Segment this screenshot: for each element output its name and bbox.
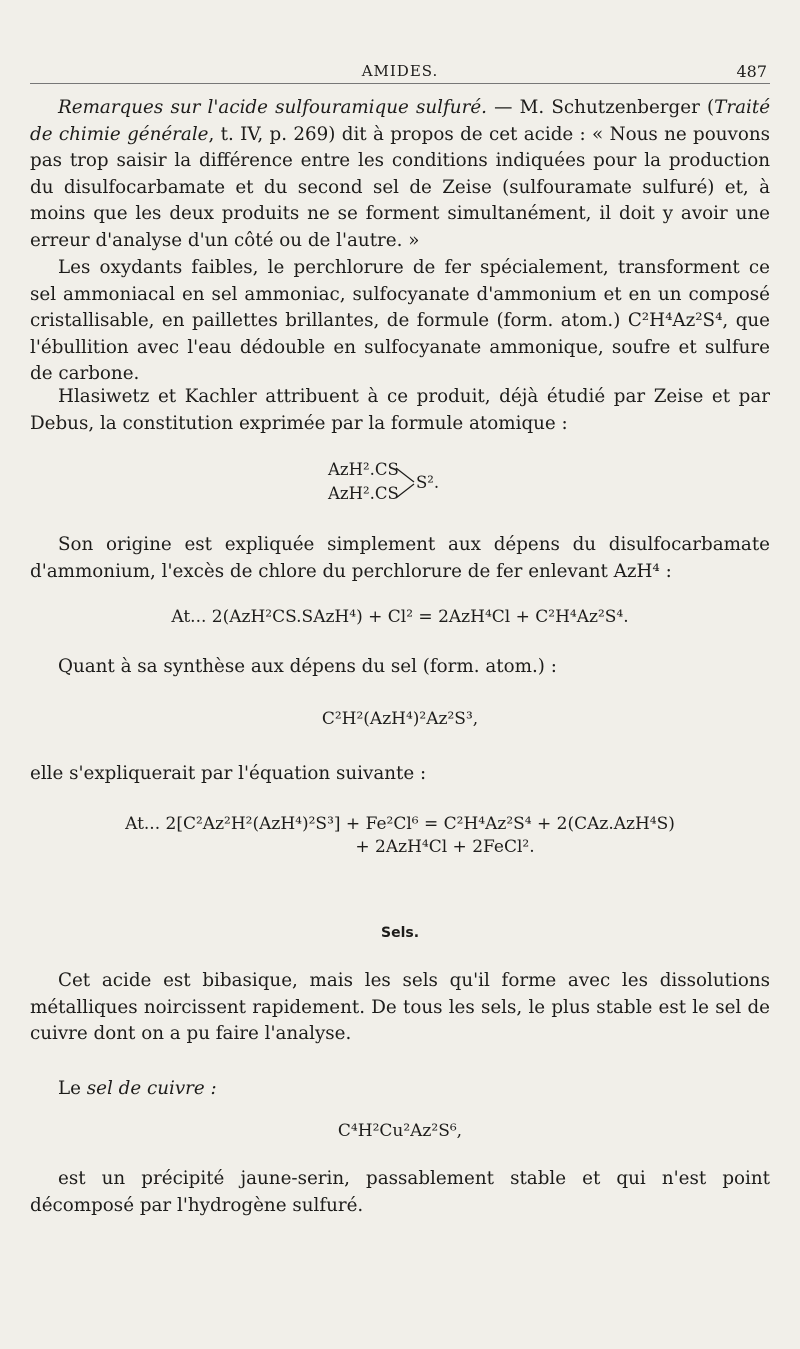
structure-line-1: AzH².CS — [328, 460, 399, 479]
equation-2-line-2: + 2AzH⁴Cl + 2FeCl². — [355, 837, 535, 857]
italic-term: sel de cuivre : — [86, 1078, 217, 1099]
header-rule — [30, 83, 770, 84]
paragraph-text: Le — [58, 1078, 87, 1099]
structure-line-2: AzH².CS — [328, 484, 399, 503]
page-number: 487 — [736, 62, 767, 81]
equation-2-line-1: At... 2[C²Az²H²(AzH⁴)²S³] + Fe²Cl⁶ = C²H⁴Az²S⁴ + 2(CAz.AzH⁴S) — [125, 814, 675, 834]
paragraph-remarques — [30, 95, 770, 255]
formula-sel: C²H²(AzH⁴)²Az²S³, — [321, 709, 479, 729]
paragraph-text: elle s'expliquerait par l'équation suivante : — [30, 763, 427, 784]
running-title: AMIDES. — [361, 62, 439, 80]
italic-lead: Remarques sur l'acide sulfouramique sulfuré. — [58, 97, 487, 118]
paragraph-hlasiwetz — [30, 384, 770, 437]
paragraph-origine — [30, 532, 770, 585]
inline-formula: C²H⁴Az²S⁴ — [627, 310, 723, 332]
paragraph-text: Hlasiwetz et Kachler attribuent à ce produit, déjà étudié par Zeise et par Debus, la constitution exprimée par la formule atomique : — [30, 386, 770, 434]
paragraph-text: — M. Schutzenberger ( — [486, 97, 715, 118]
running-head — [0, 62, 800, 86]
paragraph-text: Les oxydants faibles, le perchlorure de fer spécialement, transforment ce sel ammoniacal en sel ammoniac, sulfocyanate d'ammonium et en un composé cristallisable, en paillettes brillantes, de formule (form. atom.) — [30, 257, 770, 332]
paragraph-text: Quant à sa synthèse aux dépens du sel (form. atom.) : — [58, 656, 557, 677]
paragraph-equation-intro — [30, 761, 770, 788]
section-heading-sels: Sels. — [380, 925, 420, 941]
paragraph-text: Son origine est expliquée simplement aux dépens du disulfocarbamate d'ammonium, l'excès de chlore du perchlorure de fer enlevant AzH⁴ : — [30, 534, 770, 582]
paragraph-text: , t. IV, p. 269) dit à propos de cet acide : « Nous ne pouvons pas trop saisir la différence entre les conditions indiquées pour la production du disulfocarbamate et du second sel de Zeise (sulfouramate sulfuré) et, à moins que les deux produits ne se forment simultanément, il doit y avoir une erreur d'analyse d'un côté ou de l'autre. » — [30, 123, 770, 251]
paragraph-synthese — [30, 654, 770, 681]
italic-reference: Traité de chimie générale — [30, 97, 771, 145]
equation-1: At... 2(AzH²CS.SAzH⁴) + Cl² = 2AzH⁴Cl + C²H⁴Az²S⁴. — [171, 607, 629, 627]
paragraph-text: Cet acide est bibasique, mais les sels qu'il forme avec les dissolutions métalliques noircissent rapidement. De tous les sels, le plus stable est le sel de cuivre dont on a pu faire l'analyse. — [30, 970, 770, 1045]
paragraph-oxydants — [30, 255, 770, 388]
paragraph-bibasique — [30, 968, 770, 1048]
paragraph-sel-cuivre — [30, 1076, 770, 1103]
structure-bridge: S². — [416, 473, 440, 492]
structural-formula — [328, 458, 448, 508]
formula-cuivre: C⁴H²Cu²Az²S⁶, — [337, 1121, 463, 1141]
paragraph-precipite — [30, 1166, 770, 1219]
paragraph-text: , que l'ébullition avec l'eau dédouble en sulfocyanate ammonique, soufre et sulfure de carbone. — [30, 310, 770, 385]
paragraph-text: est un précipité jaune-serin, passablement stable et qui n'est point décomposé par l'hydrogène sulfuré. — [30, 1168, 770, 1216]
